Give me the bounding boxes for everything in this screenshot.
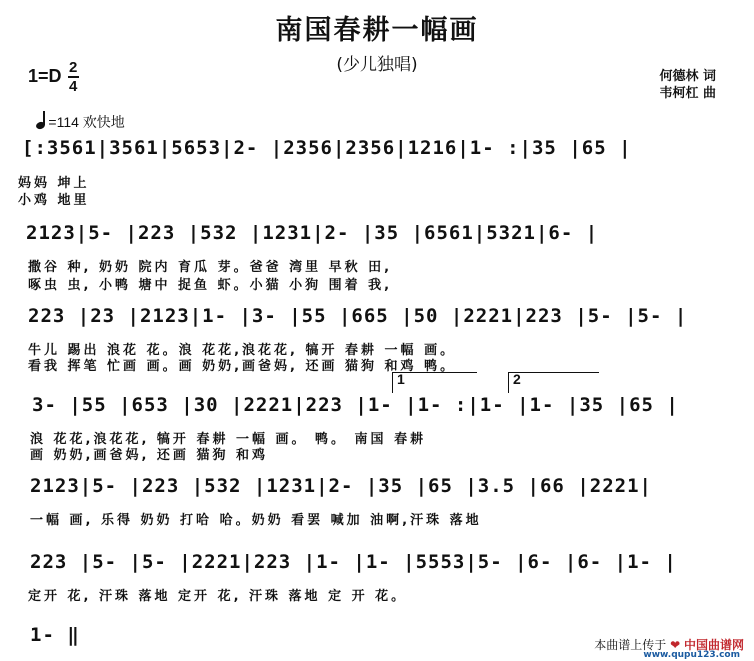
notation-system-6: 223 |5- |5- |2221|223 |1- |1- |5553|5- |6- |6- |1- | [30,551,677,573]
notation-system-3: 223 |23 |2123|1- |3- |55 |665 |50 |2221|223 |5- |5- | [28,305,688,327]
notation-system-4: 3- |55 |653 |30 |2221|223 |1- |1- :|1- |1- |35 |65 | [32,394,679,416]
volta-bracket-second-ending [508,372,599,393]
upload-text: 本曲谱上传于 [594,638,667,652]
tempo-text: =114 欢快地 [48,114,125,130]
quarter-note-icon [36,114,45,130]
lyric-line-1-verse-2: 小鸡 地里 [18,193,90,208]
lyric-line-2-verse-1: 撒谷 种, 奶奶 院内 育瓜 芽。爸爸 湾里 早秋 田, [28,260,393,275]
lyric-line-4-verse-2: 画 奶奶,画爸妈, 还画 猫狗 和鸡 [30,448,268,463]
lyric-line-1-verse-1: 妈妈 坤上 [18,176,90,191]
tempo-marking [36,111,125,132]
volta-bracket-first-ending [392,372,477,393]
score-title: 南国春耕一幅画 [275,15,479,46]
volta-number-1: 1 [397,371,405,387]
brand-name: 中国曲谱网 [683,638,744,652]
lyricist-credit: 何德林 词 [659,69,716,84]
lyric-line-4-verse-1: 浪 花花,浪花花, 犒开 春耕 一幅 画。 鸭。 南国 春耕 [30,432,427,447]
credits [659,68,716,102]
notation-system-5: 2123|5- |223 |532 |1231|2- |35 |65 |3.5 |66 |2221| [30,475,652,497]
score-subtitle: (少儿独唱) [336,55,418,75]
notation-system-1: [:3561|3561|5653|2- |2356|2356|1216|1- :|35 |65 | [22,137,632,159]
notation-system-2: 2123|5- |223 |532 |1231|2- |35 |6561|5321|6- | [26,222,599,244]
composer-credit: 韦柯杠 曲 [659,86,716,101]
time-signature-top: 2 [69,59,78,76]
lyric-line-5: 一幅 画, 乐得 奶奶 打哈 哈。奶奶 看罢 喊加 油啊,汗珠 落地 [30,513,482,528]
notation-system-7: 1- ‖ [30,624,80,646]
key-signature [28,66,62,87]
volta-number-2: 2 [513,371,521,387]
brand-url: www.qupu123.com [643,650,740,660]
lyric-line-2-verse-2: 啄虫 虫, 小鸭 塘中 捉鱼 虾。小猫 小狗 围着 我, [28,278,393,293]
time-signature-bottom: 4 [69,78,78,95]
key-label: 1=D [28,66,62,86]
lyric-line-3-verse-2: 看我 挥笔 忙画 画。画 奶奶,画爸妈, 还画 猫狗 和鸡 鸭。 [28,359,457,374]
brand-logo-icon: ❤ [670,638,681,652]
lyric-line-3-verse-1: 牛儿 踢出 浪花 花。浪 花花,浪花花, 犒开 春耕 一幅 画。 [28,343,457,358]
lyric-line-6: 定开 花, 汗珠 落地 定开 花, 汗珠 落地 定 开 花。 [28,589,408,604]
